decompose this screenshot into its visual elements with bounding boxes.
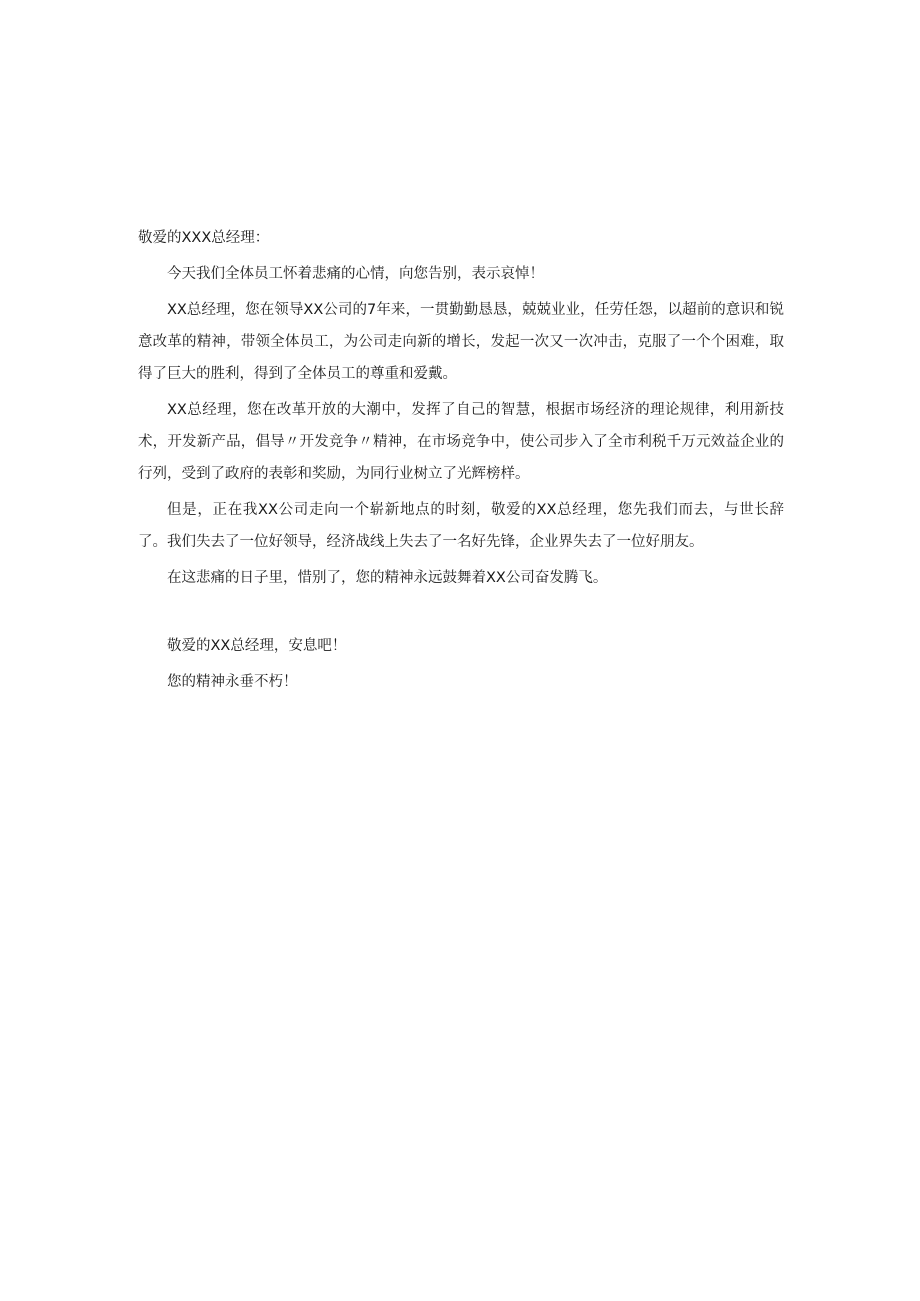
blank-line bbox=[138, 598, 784, 630]
salutation: 敬爱的XXX总经理： bbox=[138, 230, 270, 246]
closing-line-rest: 敬爱的XX总经理，安息吧！ bbox=[167, 638, 347, 654]
paragraph-farewell: 在这悲痛的日子里，惜别了，您的精神永远鼓舞着XX公司奋发腾飞。 bbox=[167, 570, 608, 586]
paragraph-innovation: XX总经理，您在改革开放的大潮中，发挥了自己的智慧，根据市场经济的理论规律，利用新技术，开发新产品，倡导〃开发竞争〃精神，在市场竞争中，使公司步入了全市利税千万元效益企业的行列，受到了政府的表彰和奖励，为同行业树立了光辉榜样。 bbox=[138, 402, 784, 482]
eulogy-letter bbox=[138, 222, 784, 702]
paragraph-leadership: XX总经理，您在领导XX公司的7年来，一贯勤勤恳恳，兢兢业业，任劳任怨，以超前的意识和锐意改革的精神，带领全体员工，为公司走向新的增长，发起一次又一次冲击，克服了一个个困难，取得了巨大的胜利，得到了全体员工的尊重和爱戴。 bbox=[138, 302, 784, 382]
closing-line-immortal: 您的精神永垂不朽！ bbox=[167, 674, 298, 690]
paragraph-passing: 但是，正在我XX公司走向一个崭新地点的时刻，敬爱的XX总经理，您先我们而去，与世长辞了。我们失去了一位好领导，经济战线上失去了一名好先锋，企业界失去了一位好朋友。 bbox=[138, 502, 784, 550]
paragraph-opening: 今天我们全体员工怀着悲痛的心情，向您告别，表示哀悼！ bbox=[167, 266, 544, 282]
